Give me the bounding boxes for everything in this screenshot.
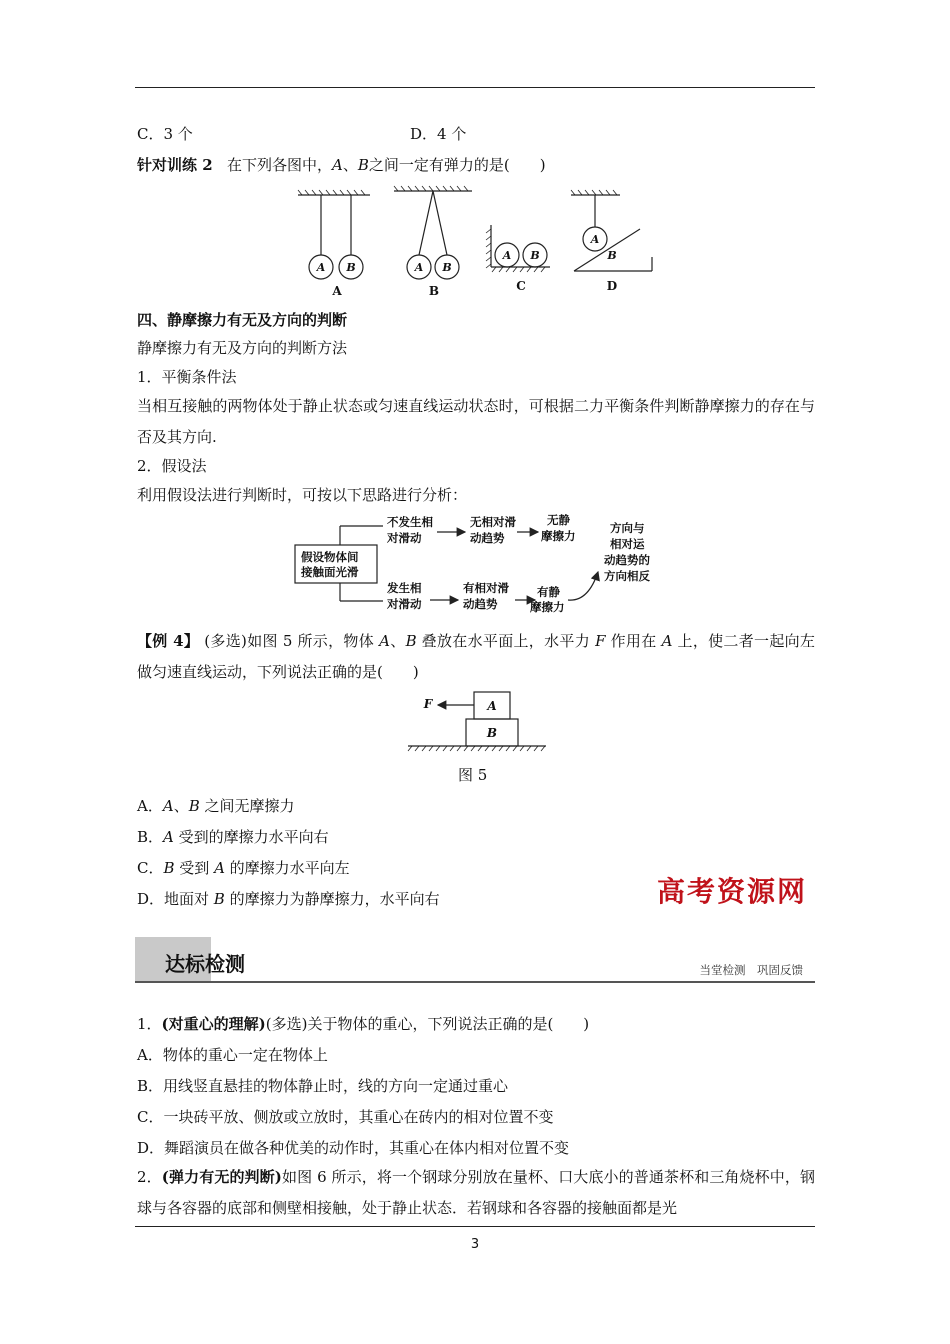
fig-b-ball-b: B [442,261,452,274]
figure-balls [0,185,950,305]
flow-end-2: 相对运 [610,537,645,551]
flow-end-3: 动趋势的 [604,553,650,567]
example-4-option-b: B．A 受到的摩擦力水平向右 [137,828,329,846]
watermark-logo: 高考资源网 [657,875,808,908]
q1-tag: (对重心的理解) [161,1015,266,1033]
example-4-option-d: D．地面对 B 的摩擦力为静摩擦力，水平向右 [137,890,440,908]
fig-d-label-b: B [607,249,617,262]
figure-5 [0,688,950,753]
caption-c: C [516,279,526,293]
fig-c-ball-a: A [502,249,512,262]
fig-a-ball-b: B [346,261,356,274]
q1-option-d: D．舞蹈演员在做各种优美的动作时，其重心在体内相对位置不变 [137,1139,570,1157]
section-title: 达标检测 [165,952,245,976]
q1-option-c: C．一块砖平放、侧放或立放时，其重心在砖内的相对位置不变 [137,1108,554,1126]
q2-stem: 2．(弹力有无的判断)如图 6 所示，将一个钢球分别放在量杯、口大底小的普通茶杯和三角烧杯中，钢球与各容器的底部和侧壁相接触，处于静止状态．若钢球和各容器的接触面都是光 [137,1168,815,1217]
header-rule [135,87,815,88]
caption-a: A [332,284,342,298]
option-d: D．4 个 [410,125,467,143]
flow-top-1b: 对滑动 [387,531,422,545]
flow-top-1a: 不发生相 [387,515,433,529]
flow-top-3a: 无静 [547,513,570,527]
flow-end-1: 方向与 [610,521,645,535]
caption-d: D [606,279,618,293]
flow-top-3b: 摩擦力 [541,529,576,543]
example-4-text: 【例 4】 (多选)如图 5 所示，物体 A、B 叠放在水平面上，水平力 F 作用在 A 上，使二者一起向左做匀速直线运动，下列说法正确的是( ) [137,632,815,681]
item2-text: 利用假设法进行判断时，可按以下思路进行分析： [137,486,468,504]
item2-title: 2．假设法 [137,457,207,475]
question-text: 在下列各图中，A、B之间一定有弹力的是( ) [227,156,546,174]
fig5-force-label: F [423,697,433,711]
fig5-block-a: A [487,699,497,713]
section-subtitle: 当堂检测 巩固反馈 [699,963,803,977]
flow-bot-3a: 有静 [537,585,560,599]
flow-bot-3b: 摩擦力 [530,600,565,614]
flow-top-2a: 无相对滑 [470,515,516,529]
figure-5-caption: 图 5 [458,766,488,784]
flow-bot-1b: 对滑动 [387,597,422,611]
footer-rule [135,1226,815,1227]
training-label: 针对训练 2 [137,156,213,174]
fig5-block-b: B [486,726,498,740]
training-2-question [137,155,546,175]
page-number: 3 [470,1237,480,1252]
method-title: 静摩擦力有无及方向的判断方法 [137,339,348,357]
section-underline [135,981,815,983]
flow-top-2b: 动趋势 [470,531,505,545]
item1-text: 当相互接触的两物体处于静止状态或匀速直线运动状态时，可根据二力平衡条件判断静摩擦力的存在与否及其方向. [137,397,815,446]
fig-b-ball-a: A [414,261,424,274]
fig-c-ball-b: B [530,249,540,262]
option-c: C．3 个 [137,125,193,143]
caption-b: B [428,284,440,298]
flow-diagram [0,512,950,612]
item1-title: 1．平衡条件法 [137,368,237,386]
fig-a-ball-a: A [316,261,326,274]
flow-start-1: 假设物体间 [301,550,359,564]
flow-bot-1a: 发生相 [387,581,422,595]
flow-end-4: 方向相反 [604,569,650,583]
flow-bot-2b: 动趋势 [463,597,498,611]
fig-d-ball-a: A [590,233,600,246]
q1-stem: 1．(对重心的理解)(多选)关于物体的重心，下列说法正确的是( ) [137,1015,590,1033]
example-4-option-a: A．A、B 之间无摩擦力 [137,797,295,815]
q1-option-b: B．用线竖直悬挂的物体静止时，线的方向一定通过重心 [137,1077,509,1095]
flow-bot-2a: 有相对滑 [463,581,509,595]
section-bar [135,937,815,983]
flow-start-2: 接触面光滑 [301,565,359,579]
q1-option-a: A．物体的重心一定在物体上 [137,1046,328,1064]
section-4-heading: 四、静摩擦力有无及方向的判断 [137,311,348,329]
q2-tag: (弹力有无的判断) [161,1168,282,1186]
example-tag: 【例 4】 [137,632,200,650]
example-4-option-c: C．B 受到 A 的摩擦力水平向左 [137,859,350,877]
